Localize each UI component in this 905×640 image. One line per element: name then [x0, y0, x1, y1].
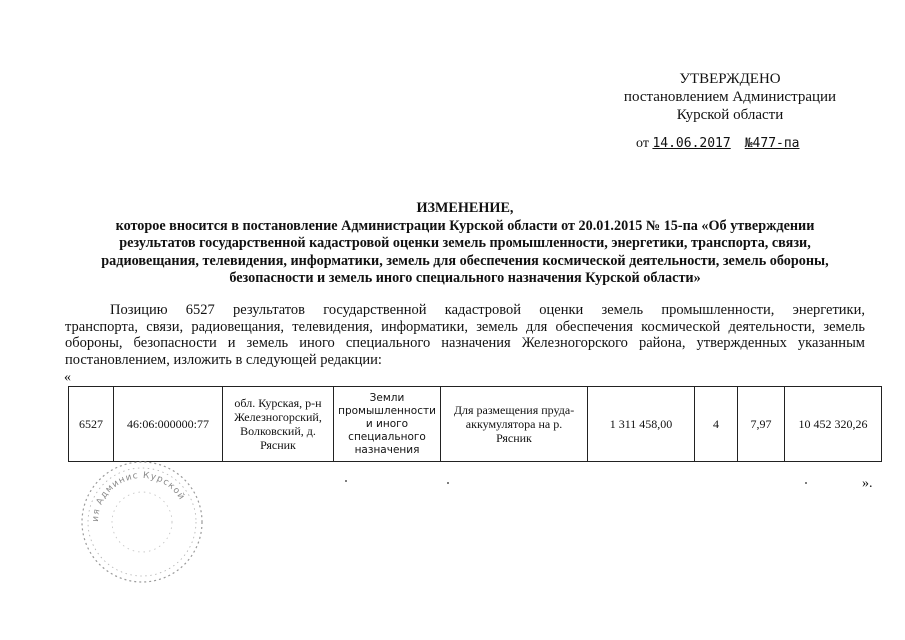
cell-cadastral-value: 10 452 320,26: [785, 387, 882, 462]
use-line: аккумулятора на р.: [465, 417, 563, 431]
approval-line-2: постановлением Администрации: [623, 89, 837, 105]
cell-group: 4: [695, 387, 738, 462]
cell-permitted-use: [441, 387, 588, 462]
body-line: Позицию 6527 результатов государственной кадастровой оценки земель промышленности, энергетики,: [110, 302, 865, 318]
cell-cadastral-number: 46:06:000000:77: [114, 387, 223, 462]
title-line: результатов государственной кадастровой оценки земель промышленности, энергетики, транспорта, связи,: [119, 235, 811, 251]
cell-specific-value: 7,97: [738, 387, 785, 462]
address-line: Железногорский,: [234, 410, 322, 424]
address-line: Волковский, д.: [240, 424, 316, 438]
body-line: постановлением, изложить в следующей редакции:: [65, 351, 382, 368]
quote-close: ».: [862, 476, 873, 491]
title-line: которое вносится в постановление Администрации Курской области от 20.01.2015 № 15-па «Об утверждении: [115, 217, 815, 234]
approval-line-3: Курской области: [676, 107, 784, 123]
cadastral-table: [68, 386, 882, 462]
approval-title: УТВЕРЖДЕНО: [679, 71, 781, 87]
body-line: транспорта, связи, радиовещания, телевидения, информатики, земель для обеспечения космической деятельности, земель: [65, 318, 865, 335]
title-line: радиовещания, телевидения, информатики, земель для обеспечения космической деятельности, земель обороны,: [101, 252, 829, 269]
approval-block: [600, 70, 860, 124]
seal-text: ия Админис Курской: [90, 470, 187, 523]
body-paragraph: [65, 302, 865, 368]
category-line: промышленности: [338, 404, 436, 417]
approval-date: 14.06.2017: [652, 136, 731, 151]
document-title: [60, 200, 870, 288]
use-line: Для размещения пруда-: [453, 403, 575, 417]
address-line: обл. Курская, р-н: [234, 396, 322, 410]
address-line: Рясник: [260, 438, 296, 452]
body-line: обороны, безопасности и земель иного специального назначения Железногорского района, утвержденных указанным: [65, 335, 865, 351]
cell-land-category: [334, 387, 441, 462]
approval-number: №477-па: [744, 136, 800, 151]
official-seal: [78, 458, 206, 586]
use-line: Рясник: [496, 431, 532, 445]
approval-date-line: [636, 136, 800, 152]
title-heading: ИЗМЕНЕНИЕ,: [416, 200, 514, 216]
category-line: специального: [348, 430, 426, 443]
category-line: назначения: [354, 443, 420, 456]
table-row: [69, 387, 882, 462]
date-prefix: от: [636, 136, 649, 151]
category-line: и иного: [365, 417, 409, 430]
svg-text:ия Админис Курской: [91, 471, 187, 522]
cell-position: 6527: [69, 387, 114, 462]
category-line: Земли: [369, 391, 405, 404]
title-line: безопасности и земель иного специального назначения Курской области»: [229, 270, 701, 286]
cell-area: 1 311 458,00: [588, 387, 695, 462]
quote-open: «: [64, 370, 71, 385]
cell-address: [223, 387, 334, 462]
